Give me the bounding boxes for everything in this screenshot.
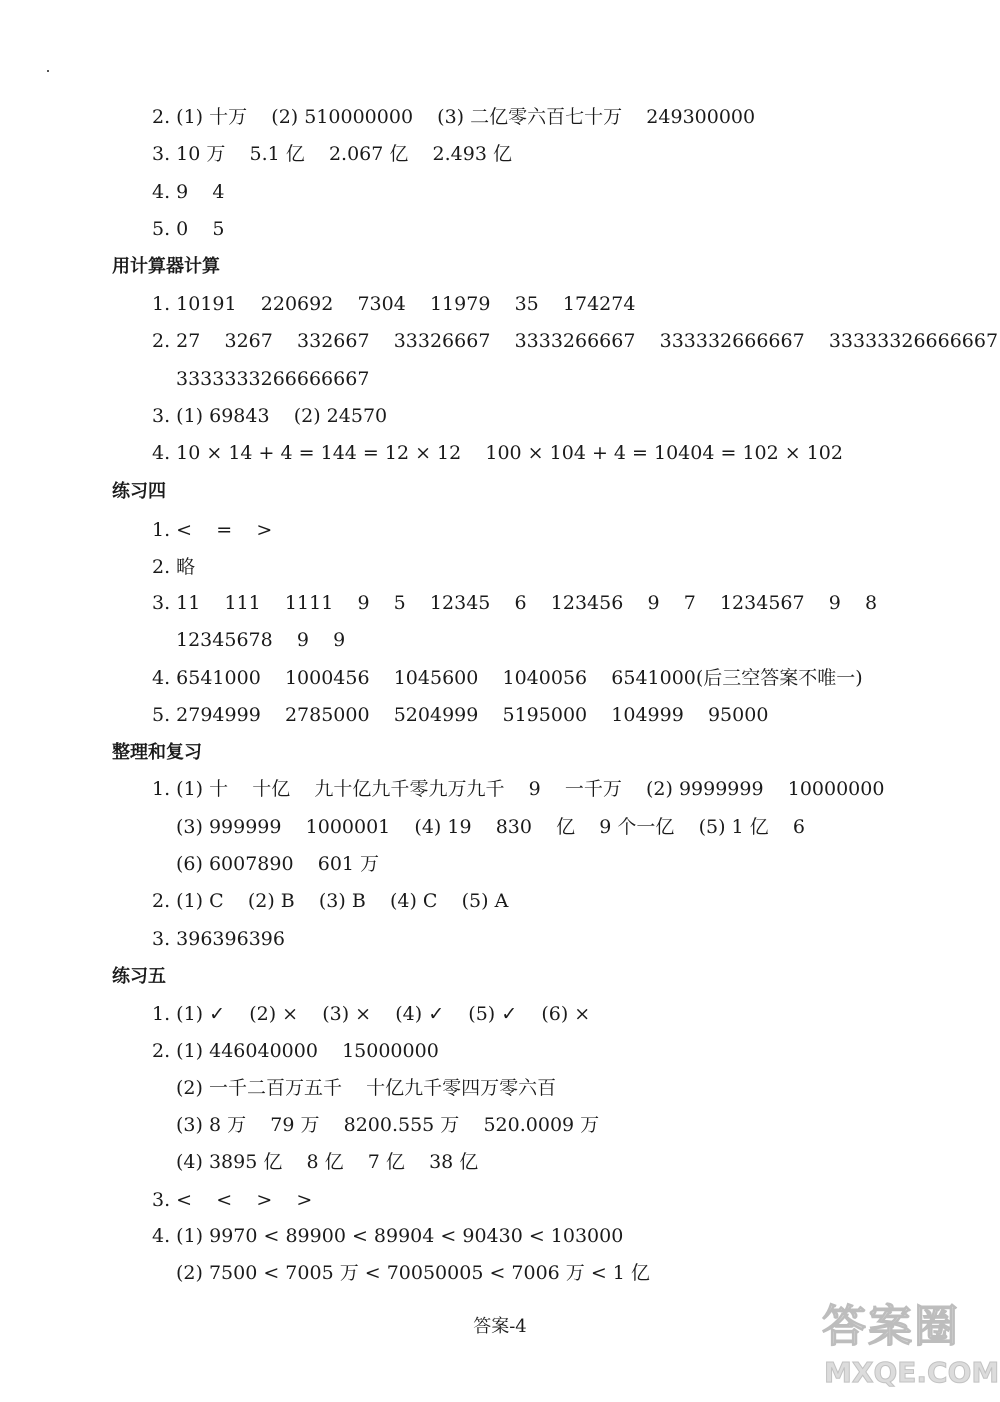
watermark-logo: 答案圈 bbox=[822, 1301, 960, 1352]
answer-line: 3. < < > > bbox=[152, 1189, 313, 1211]
answer-line-continued: (2) 一千二百万五千 十亿九千零四万零六百 bbox=[176, 1077, 557, 1099]
answer-line: 2. (1) 446040000 15000000 bbox=[152, 1040, 439, 1062]
section-heading-review: 整理和复习 bbox=[112, 742, 202, 763]
answer-line-continued: (2) 7500 < 7005 万 < 70050005 < 7006 万 < 1 亿 bbox=[176, 1262, 650, 1284]
answer-line: 4. 10 × 14 + 4 = 144 = 12 × 12 100 × 104 + 4 = 10404 = 102 × 102 bbox=[152, 442, 843, 464]
answer-line: 2. 27 3267 332667 33326667 3333266667 333332666667 33333326666667 bbox=[152, 330, 999, 352]
answer-line: 3. (1) 69843 (2) 24570 bbox=[152, 405, 388, 427]
answer-line-continued: (3) 8 万 79 万 8200.555 万 520.0009 万 bbox=[176, 1114, 600, 1136]
section-heading-exercise4: 练习四 bbox=[112, 481, 166, 502]
answer-line: 3. 10 万 5.1 亿 2.067 亿 2.493 亿 bbox=[152, 143, 512, 165]
watermark-url: MXQE.COM bbox=[824, 1356, 1000, 1389]
answer-line-continued: 12345678 9 9 bbox=[176, 629, 346, 651]
page-number: 答案-4 bbox=[473, 1316, 527, 1337]
answer-line-continued: (4) 3895 亿 8 亿 7 亿 38 亿 bbox=[176, 1151, 479, 1173]
answer-line: 4. 9 4 bbox=[152, 181, 225, 203]
answer-line: 3. 11 111 1111 9 5 12345 6 123456 9 7 1234567 9 8 bbox=[152, 592, 878, 614]
answer-line-continued: (3) 999999 1000001 (4) 19 830 亿 9 个一亿 (5) 1 亿 6 bbox=[176, 816, 805, 838]
answer-line: 1. < = > bbox=[152, 519, 273, 541]
answer-line: 1. (1) ✓ (2) × (3) × (4) ✓ (5) ✓ (6) × bbox=[152, 1003, 591, 1025]
answer-line: 5. 2794999 2785000 5204999 5195000 104999 95000 bbox=[152, 704, 769, 726]
answer-line: 3. 396396396 bbox=[152, 928, 285, 950]
answer-line: 1. 10191 220692 7304 11979 35 174274 bbox=[152, 293, 636, 315]
answer-line: 5. 0 5 bbox=[152, 218, 225, 240]
answer-line: 1. (1) 十 十亿 九十亿九千零九万九千 9 一千万 (2) 9999999 10000000 bbox=[152, 778, 885, 800]
watermark bbox=[818, 1300, 1000, 1396]
answer-line: 4. 6541000 1000456 1045600 1040056 6541000(后三空答案不唯一) bbox=[152, 667, 863, 689]
scan-speck bbox=[47, 70, 49, 72]
answer-line: 2. (1) 十万 (2) 510000000 (3) 二亿零六百七十万 249300000 bbox=[152, 106, 756, 128]
section-heading-calculator: 用计算器计算 bbox=[112, 256, 220, 277]
answer-line: 2. (1) C (2) B (3) B (4) C (5) A bbox=[152, 890, 509, 912]
answer-line: 4. (1) 9970 < 89900 < 89904 < 90430 < 103000 bbox=[152, 1225, 624, 1247]
answer-line-continued: 3333333266666667 bbox=[176, 368, 370, 390]
section-heading-exercise5: 练习五 bbox=[112, 966, 166, 987]
answer-line-continued: (6) 6007890 601 万 bbox=[176, 853, 380, 875]
answer-line: 2. 略 bbox=[152, 556, 196, 578]
